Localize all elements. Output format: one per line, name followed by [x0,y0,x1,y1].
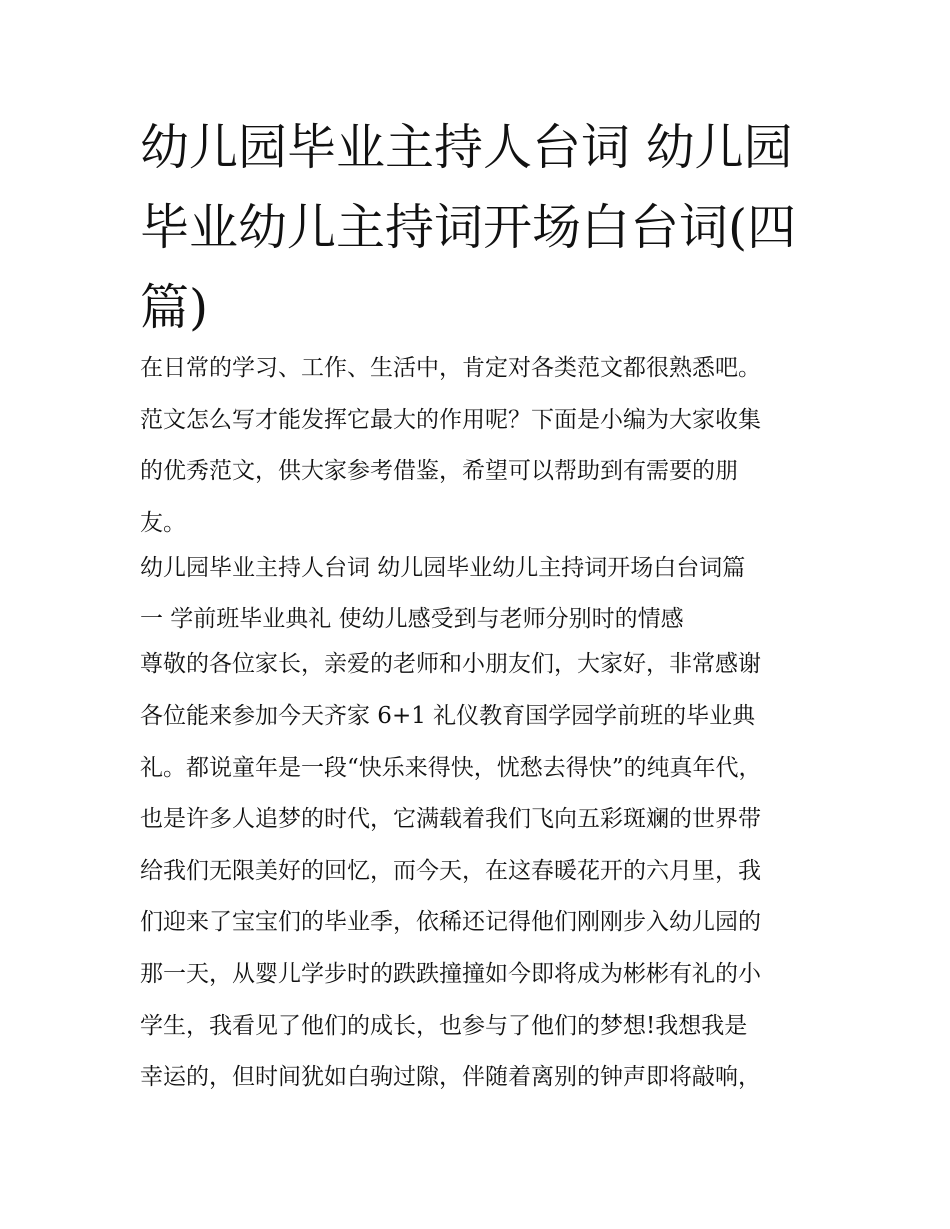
text-line: 幸运的，但时间犹如白驹过隙，伴随着离别的钟声即将敲响， [140,1064,761,1091]
text-line: 给我们无限美好的回忆，而今天，在这春暖花开的六月里，我 [140,857,761,884]
text-line: 在日常的学习、工作、生活中，肯定对各类范文都很熟悉吧。 [140,355,761,381]
text-line: 礼。都说童年是一段“快乐来得快，忧愁去得快”的纯真年代， [140,754,762,781]
text-line: 也是许多人追梦的时代，它满载着我们飞向五彩斑斓的世界带 [140,806,761,833]
text-line: 的优秀范文，供大家参考借鉴，希望可以帮助到有需要的朋 [140,458,738,485]
text-line: 友。 [140,509,186,536]
text-line: 幼儿园毕业主持人台词 幼儿园毕业幼儿主持词开场白台词篇 [140,554,746,581]
document-title: 幼儿园毕业主持人台词 幼儿园毕业幼儿主持词开场白台词(四篇) [140,119,797,336]
document-body [140,353,820,1114]
text-line: 一 学前班毕业典礼 使幼儿感受到与老师分别时的情感 [140,606,684,633]
text-line: 学生，我看见了他们的成长，也参与了他们的梦想!我想我是 [140,1012,748,1039]
text-line: 那一天，从婴儿学步时的跌跌撞撞如今即将成为彬彬有礼的小 [140,960,761,987]
text-line: 各位能来参加今天齐家 6+1 礼仪教育国学园学前班的毕业典 [140,702,756,729]
text-line: 范文怎么写才能发挥它最大的作用呢？下面是小编为大家收集 [140,406,761,433]
text-line: 们迎来了宝宝们的毕业季，依稀还记得他们刚刚步入幼儿园的 [140,909,761,936]
text-line: 尊敬的各位家长，亲爱的老师和小朋友们，大家好，非常感谢 [140,651,761,678]
